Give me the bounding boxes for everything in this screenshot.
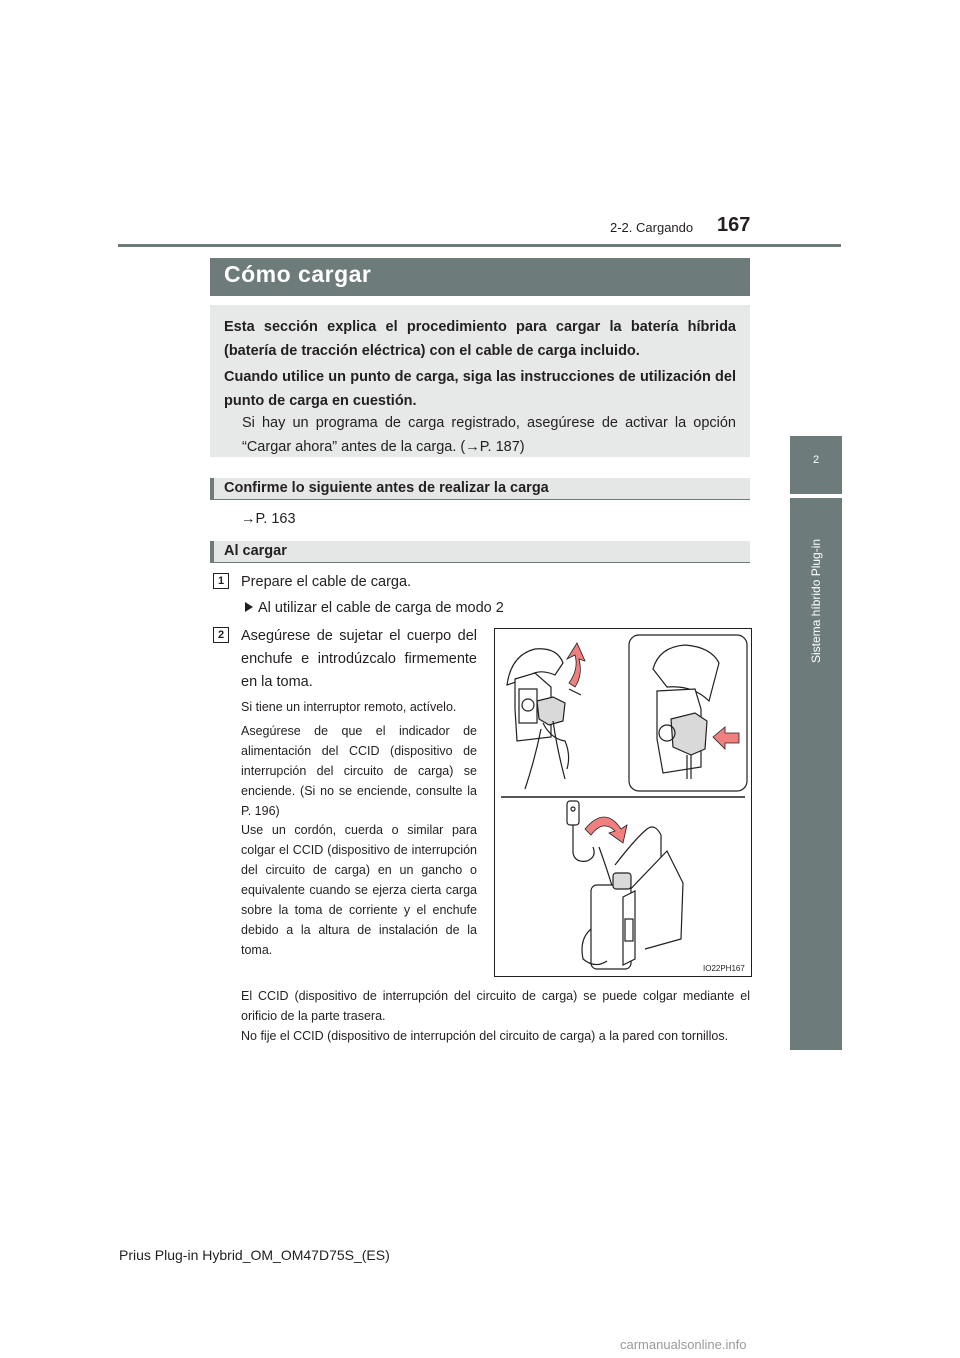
charging-illustration: [494, 628, 752, 977]
step-2-note-3: Use un cordón, cuerda o similar para colgar el CCID (dispositivo de interrupción del circuito de carga) en un gancho o equivalente cuando se ejerza cierta carga sobre la toma de corriente y el enchufe debido a la altura de instalación de la toma.: [241, 823, 477, 957]
section-header-confirm: [210, 478, 750, 500]
intro-box: [210, 305, 750, 457]
step-2-note-1: Si tiene un interruptor remoto, actívelo.: [241, 700, 457, 714]
arrow-curve-icon: [585, 817, 627, 843]
section-marker: [210, 541, 214, 562]
title-bar: [210, 258, 750, 296]
intro-paragraph-3: Si hay un programa de carga registrado, asegúrese de activar la opción “Cargar ahora” antes de la carga. (→P. 187): [242, 415, 736, 455]
triangle-bullet-icon: [244, 598, 256, 620]
section-marker: [210, 478, 214, 499]
step-1-subtext: Al utilizar el cable de carga de modo 2: [258, 600, 504, 616]
plug-insert-drawing: [507, 649, 581, 789]
page-title: Cómo cargar: [224, 261, 372, 287]
step-2-note-4: El CCID (dispositivo de interrupción del circuito de carga) se puede colgar mediante el orificio de la parte trasera.: [241, 989, 750, 1023]
intro-paragraph-2: Cuando utilice un punto de carga, siga las instrucciones de utilización del punto de carga en cuestión.: [224, 369, 736, 409]
chapter-label: [805, 513, 825, 663]
chapter-number: 2: [812, 454, 820, 466]
section-breadcrumb: 2-2. Cargando: [610, 220, 694, 235]
page-number: 167: [717, 214, 751, 236]
chapter-label-text: Sistema híbrido Plug-in: [809, 538, 823, 663]
header-rule: [118, 244, 841, 247]
step-1-text: Prepare el cable de carga.: [241, 574, 412, 590]
section-title-charging: Al cargar: [224, 543, 287, 559]
step-2-text: Asegúrese de sujetar el cuerpo del enchufe e introdúzcalo firmemente en la toma.: [241, 628, 477, 690]
section-header-charging: [210, 541, 750, 563]
section-title-confirm: Confirme lo siguiente antes de realizar la carga: [224, 480, 549, 496]
charging-illustration-drawing: [495, 629, 751, 976]
figure-code: IO22PH167: [703, 964, 745, 973]
step-2-note-5: No fije el CCID (dispositivo de interrupción del circuito de carga) a la pared con tornillos.: [241, 1029, 729, 1043]
step-2-note-2: Asegúrese de que el indicador de alimentación del CCID (dispositivo de interrupción del circuito de carga) se enciende. (Si no se enciende, consulte la P. 196): [241, 724, 477, 818]
confirm-reference: →P. 163: [241, 511, 296, 527]
watermark: carmanualsonline.info: [620, 1337, 747, 1352]
arrow-up-icon: [567, 643, 585, 687]
intro-paragraph-1: Esta sección explica el procedimiento para cargar la batería híbrida (batería de tracción eléctrica) con el cable de carga incluido.: [224, 319, 736, 359]
footer-text: Prius Plug-in Hybrid_OM_OM47D75S_(ES): [119, 1247, 390, 1263]
step-1-number: 1: [213, 573, 229, 589]
step-2-number: 2: [213, 627, 229, 643]
